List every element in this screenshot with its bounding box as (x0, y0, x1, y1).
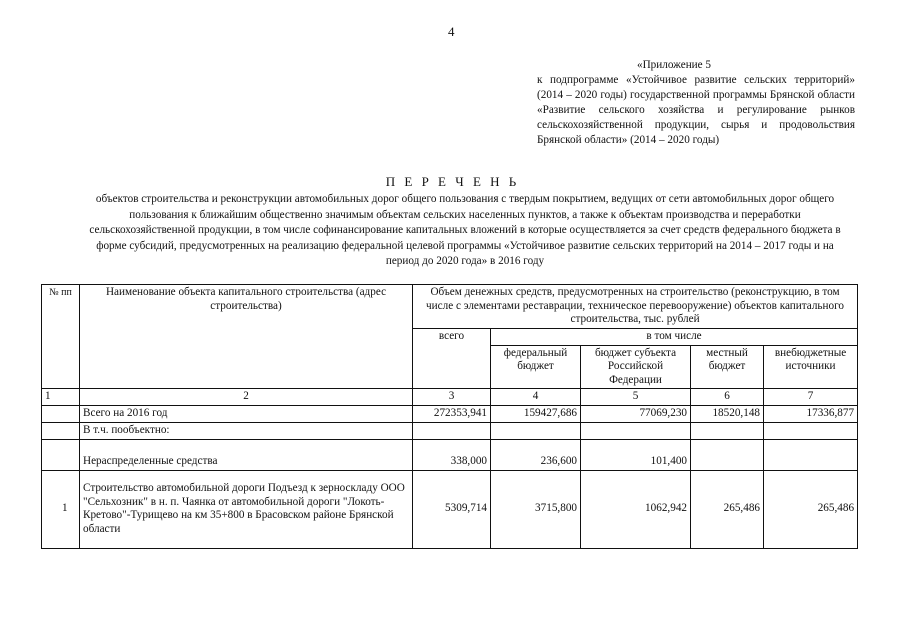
header-total: всего (413, 329, 491, 389)
header-funding: Объем денежных средств, предусмотренных на строительство (реконструкцию, в том числе с элементами реставрации, техническое перевооружение) объектов капитального строительства, тыс. рублей (413, 285, 858, 329)
row-num (42, 405, 80, 422)
header-name: Наименование объекта капитального строительства (адрес строительства) (80, 285, 413, 389)
row-name: Нераспределенные средства (80, 439, 413, 470)
col-number-2: 2 (80, 389, 413, 406)
row-federal (491, 422, 581, 439)
row-subject: 101,400 (581, 439, 691, 470)
row-extra: 17336,877 (764, 405, 858, 422)
row-total: 272353,941 (413, 405, 491, 422)
col-number-3: 3 (413, 389, 491, 406)
header-row-1 (42, 285, 858, 329)
appendix-note (537, 58, 855, 148)
header-local: местный бюджет (691, 345, 764, 389)
row-total (413, 422, 491, 439)
row-local: 265,486 (691, 470, 764, 548)
col-number-4: 4 (491, 389, 581, 406)
document-subtitle: объектов строительства и реконструкции автомобильных дорог общего пользования с твердым покрытием, ведущих от сети автомобильных дорог общего пользования к ближайшим общественно значимым объектам сельских населенных пунктов, а также к объектам производства и переработки сельскохозяйственной продукции, в том числе софинансирование капитальных вложений в которые осуществляется за счет средств федерального бюджета в форме субсидий, предусмотренных на реализацию федеральной целевой программы «Устойчивое развитие сельских территорий на 2014 – 2017 годы и на период до 2020 года» в 2016 году (89, 193, 841, 267)
row-federal: 3715,800 (491, 470, 581, 548)
row-local (691, 422, 764, 439)
row-local: 18520,148 (691, 405, 764, 422)
column-number-row (42, 389, 858, 406)
row-name: Всего на 2016 год (80, 405, 413, 422)
row-total: 5309,714 (413, 470, 491, 548)
header-subject: бюджет субъекта Российской Федерации (581, 345, 691, 389)
header-federal: федеральный бюджет (491, 345, 581, 389)
appendix-body: к подпрограмме «Устойчивое развитие сельских территорий» (2014 – 2020 годы) государственной программы Брянской области «Развитие сельского хозяйства и регулирование рынков сельскохозяйственной продукции, сырья и продовольствия Брянской области» (2014 – 2020 годы) (537, 74, 855, 146)
col-number-1: 1 (42, 389, 80, 406)
header-num: № пп (42, 285, 80, 389)
col-number-7: 7 (764, 389, 858, 406)
row-local (691, 439, 764, 470)
row-subject: 1062,942 (581, 470, 691, 548)
row-num (42, 439, 80, 470)
row-num (42, 422, 80, 439)
row-name: В т.ч. пообъектно: (80, 422, 413, 439)
header-including: в том числе (491, 329, 858, 346)
appendix-title: «Приложение 5 (637, 59, 712, 71)
row-extra (764, 439, 858, 470)
col-number-5: 5 (581, 389, 691, 406)
row-name: Строительство автомобильной дороги Подъезд к зерноскладу ООО "Сельхозник" в н. п. Чаянка от автомобильной дороги "Локоть-Кретово"-Турищево на км 35+800 в Брасовском районе Брянской области (80, 470, 413, 548)
row-subject (581, 422, 691, 439)
row-extra: 265,486 (764, 470, 858, 548)
row-total: 338,000 (413, 439, 491, 470)
row-federal: 159427,686 (491, 405, 581, 422)
header-extra: внебюджетные источники (764, 345, 858, 389)
page-number: 4 (448, 24, 455, 39)
table-row-by-object (42, 422, 858, 439)
row-subject: 77069,230 (581, 405, 691, 422)
row-federal: 236,600 (491, 439, 581, 470)
table-row-unallocated (42, 439, 858, 470)
col-number-6: 6 (691, 389, 764, 406)
funding-table (41, 284, 858, 549)
table-row-total (42, 405, 858, 422)
table-row-object-1 (42, 470, 858, 548)
row-extra (764, 422, 858, 439)
document-title: П Е Р Е Ч Е Н Ь (385, 174, 520, 189)
row-num: 1 (42, 470, 80, 548)
